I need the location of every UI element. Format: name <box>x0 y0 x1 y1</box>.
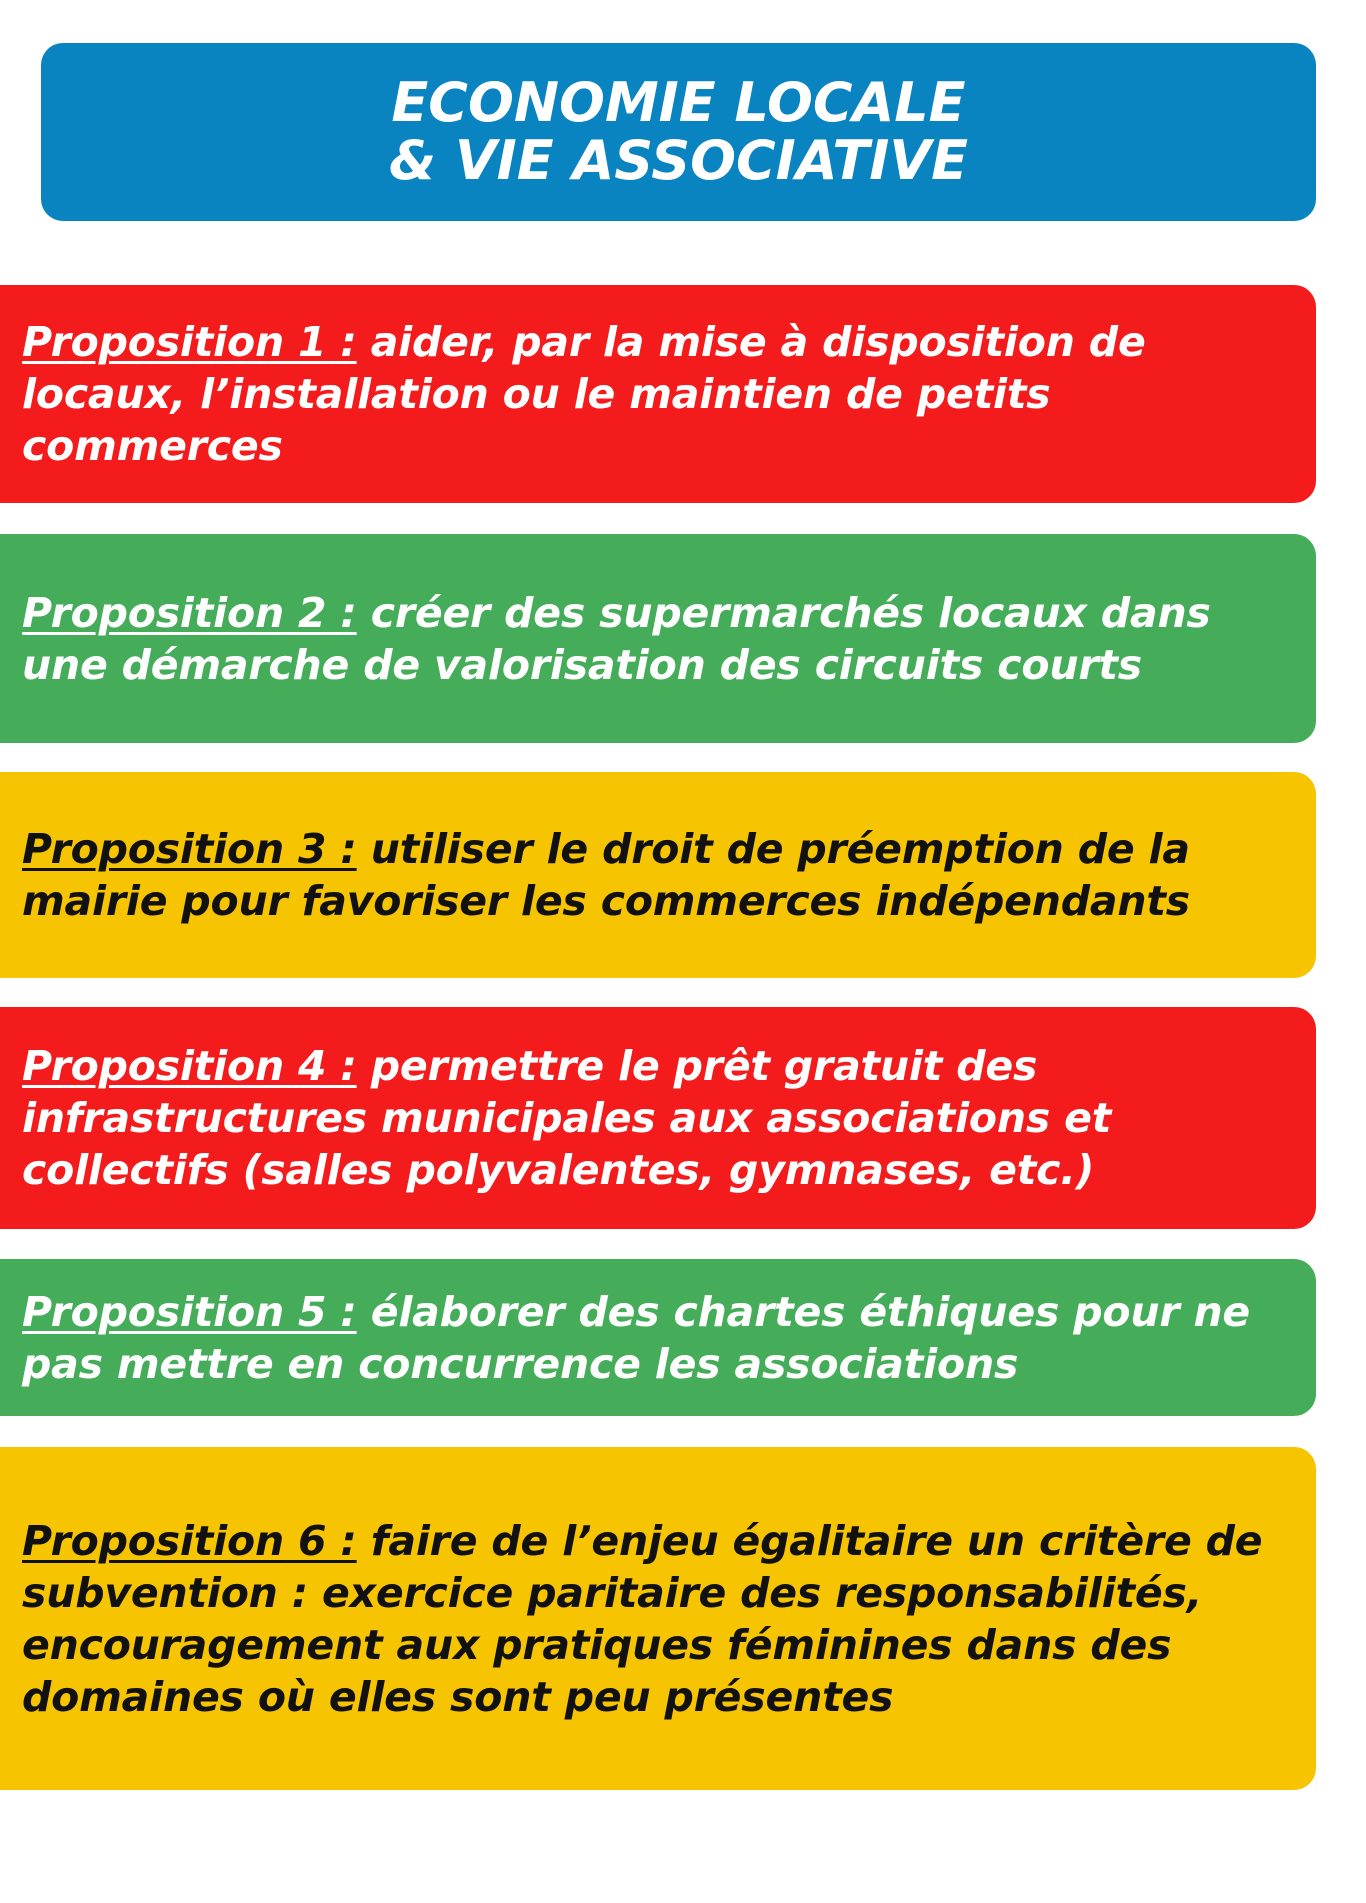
proposition-text-4 <box>22 1040 1296 1196</box>
proposition-text-5 <box>22 1286 1296 1390</box>
proposition-card-3 <box>0 772 1316 978</box>
header-title-line-2: & VIE ASSOCIATIVE <box>389 129 968 192</box>
proposition-label-3: Proposition 3 : <box>22 825 357 873</box>
proposition-label-2: Proposition 2 : <box>22 588 357 637</box>
proposition-body-1: aider, par la mise à disposition de locaux, l’installation ou le maintien de petits commerces <box>22 318 1146 470</box>
proposition-body-2: créer des supermarchés locaux dans une démarche de valorisation des circuits courts <box>22 588 1211 689</box>
proposition-card-6 <box>0 1447 1316 1790</box>
proposition-card-4 <box>0 1007 1316 1229</box>
proposition-text-2 <box>22 587 1296 691</box>
proposition-body-3: utiliser le droit de préemption de la mairie pour favoriser les commerces indépendants <box>22 825 1190 925</box>
proposition-body-6: faire de l’enjeu égalitaire un critère de subvention : exercice paritaire des responsabilités, encouragement aux pratiques féminines dans des domaines où elles sont peu présentes <box>22 1516 1263 1721</box>
proposition-label-1: Proposition 1 : <box>22 318 357 366</box>
proposition-card-5 <box>0 1259 1316 1416</box>
proposition-card-2 <box>0 534 1316 743</box>
proposition-body-4: permettre le prêt gratuit des infrastructures municipales aux associations et collectifs (salles polyvalentes, gymnases, etc.) <box>22 1042 1112 1194</box>
section-header <box>41 43 1316 221</box>
proposition-text-6 <box>22 1515 1296 1723</box>
proposition-body-5: élaborer des chartes éthiques pour ne pas mettre en concurrence les associations <box>22 1287 1251 1388</box>
proposition-text-1 <box>22 316 1296 472</box>
proposition-label-4: Proposition 4 : <box>22 1042 357 1090</box>
proposition-text-3 <box>22 823 1296 927</box>
proposition-label-5: Proposition 5 : <box>22 1287 357 1336</box>
proposition-card-1 <box>0 285 1316 503</box>
proposition-label-6: Proposition 6 : <box>22 1516 357 1565</box>
header-title-line-1: ECONOMIE LOCALE <box>391 71 966 134</box>
